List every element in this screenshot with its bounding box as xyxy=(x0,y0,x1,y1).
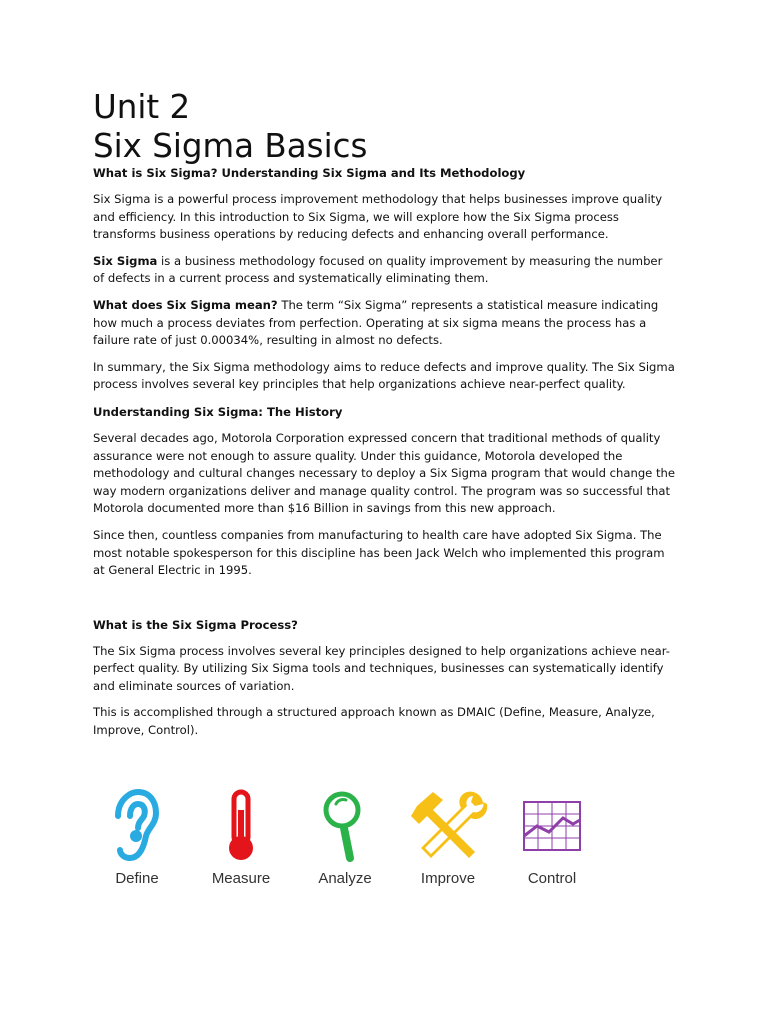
page-title xyxy=(93,88,677,166)
paragraph-definition xyxy=(93,253,677,288)
paragraph-meaning xyxy=(93,297,677,350)
paragraph-definition-text: is a business methodology focused on quality improvement by measuring the number of defects in a current process and systematically eliminating them. xyxy=(93,253,663,286)
dmaic-label-define: Define xyxy=(115,870,159,887)
paragraph-summary: In summary, the Six Sigma methodology aims to reduce defects and improve quality. The Six Sigma process involves several key principles that help organizations achieve near-perfect quality. xyxy=(93,359,675,392)
magnifier-icon xyxy=(300,786,390,866)
dmaic-define xyxy=(92,786,182,890)
ear-icon xyxy=(92,786,182,866)
section-heading-what-is: What is Six Sigma? Understanding Six Sigma and Its Methodology xyxy=(93,166,526,180)
document-body xyxy=(93,88,677,740)
dmaic-label-analyze: Analyze xyxy=(318,870,372,887)
dmaic-diagram xyxy=(100,786,600,896)
dmaic-label-control: Control xyxy=(527,870,577,887)
title-line-1: Unit 2 xyxy=(93,88,191,126)
term-meaning: What does Six Sigma mean? xyxy=(93,297,278,312)
tools-icon xyxy=(403,786,493,866)
paragraph-meaning-text: The term “Six Sigma” represents a statistical measure indicating how much a process deviates from perfection. Operating at six sigma means the process has a failure rate of just 0.00034%, resulting in almost no defects. xyxy=(93,297,659,348)
dmaic-label-improve: Improve xyxy=(420,870,476,887)
dmaic-improve xyxy=(403,786,493,890)
section-heading-history: Understanding Six Sigma: The History xyxy=(93,404,343,419)
paragraph-motorola: Several decades ago, Motorola Corporation expressed concern that traditional methods of quality assurance were not enough to assure quality. Under this guidance, Motorola developed the methodology and cultural changes necessary to deploy a Six Sigma program that would change the way modern organizations deliver and manage quality control. The program was so successful that Motorola documented more than $16 Billion in savings from this new approach. xyxy=(93,430,676,516)
section-heading-process: What is the Six Sigma Process? xyxy=(93,617,298,632)
dmaic-measure xyxy=(196,786,286,890)
paragraph-adoption: Since then, countless companies from manufacturing to health care have adopted Six Sigma. The most notable spokesperson for this discipline has been Jack Welch who implemented this program at General Electric in 1995. xyxy=(93,527,665,578)
dmaic-label-measure: Measure xyxy=(211,870,271,887)
paragraph-dmaic: This is accomplished through a structured approach known as DMAIC (Define, Measure, Analyze, Improve, Control). xyxy=(93,705,655,738)
term-six-sigma: Six Sigma xyxy=(93,253,158,268)
chart-icon xyxy=(507,786,597,866)
dmaic-control xyxy=(507,786,597,890)
thermometer-icon xyxy=(196,786,286,866)
title-line-2: Six Sigma Basics xyxy=(93,127,368,165)
paragraph-intro: Six Sigma is a powerful process improvement methodology that helps businesses improve quality and efficiency. In this introduction to Six Sigma, we will explore how the Six Sigma process transforms business operations by reducing defects and enhancing overall performance. xyxy=(93,192,663,242)
dmaic-analyze xyxy=(300,786,390,890)
paragraph-process: The Six Sigma process involves several key principles designed to help organizations achieve near-perfect quality. By utilizing Six Sigma tools and techniques, businesses can systematically identify and eliminate sources of variation. xyxy=(93,643,670,693)
